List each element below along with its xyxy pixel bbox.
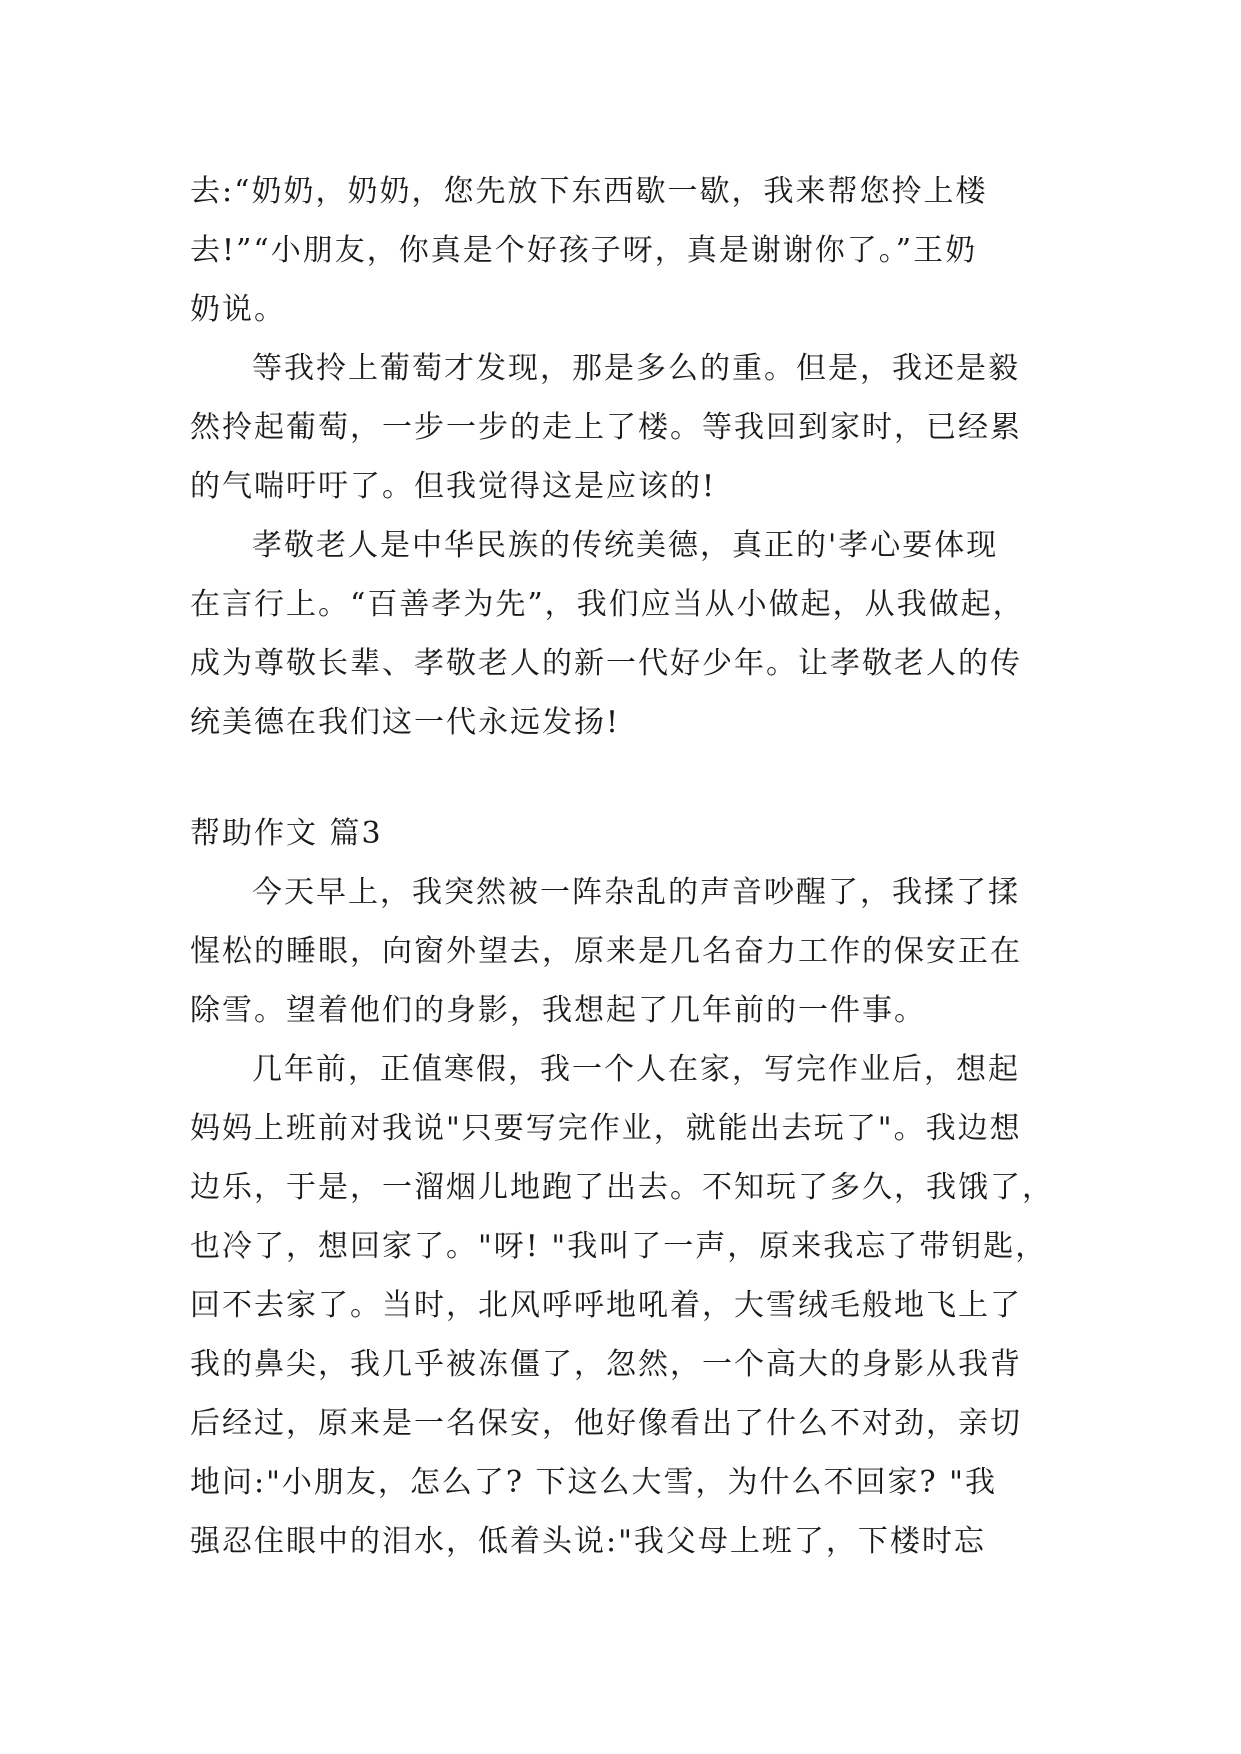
section-gap bbox=[190, 752, 1070, 804]
text-line: 在言行上。“百善孝为先”，我们应当从小做起，从我做起， bbox=[190, 587, 1025, 622]
text-line: 成为尊敬长辈、孝敬老人的新一代好少年。让孝敬老人的传 bbox=[190, 646, 1022, 681]
text-line: 几年前，正值寒假，我一个人在家，写完作业后，想起 bbox=[252, 1052, 1020, 1087]
text-line: 地问:"小朋友，怎么了? 下这么大雪，为什么不回家? "我 bbox=[190, 1465, 997, 1500]
paragraph-3 bbox=[190, 516, 1070, 752]
paragraph-2 bbox=[190, 339, 1070, 516]
text-line: 后经过，原来是一名保安，他好像看出了什么不对劲，亲切 bbox=[190, 1406, 1022, 1441]
text-line: 去:“奶奶，奶奶，您先放下东西歇一歇，我来帮您拎上楼 bbox=[190, 174, 988, 209]
paragraph-1 bbox=[190, 162, 1070, 339]
text-line: 的气喘吁吁了。但我觉得这是应该的! bbox=[190, 469, 717, 504]
text-line: 我的鼻尖，我几乎被冻僵了，忽然，一个高大的身影从我背 bbox=[190, 1347, 1022, 1382]
text-line: 等我拎上葡萄才发现，那是多么的重。但是，我还是毅 bbox=[252, 351, 1020, 386]
text-line: 边乐，于是，一溜烟儿地跑了出去。不知玩了多久，我饿了， bbox=[190, 1170, 1054, 1205]
paragraph-5 bbox=[190, 1040, 1070, 1571]
text-line: 也冷了，想回家了。"呀! "我叫了一声，原来我忘了带钥匙， bbox=[190, 1229, 1048, 1264]
text-line: 回不去家了。当时，北风呼呼地吼着，大雪绒毛般地飞上了 bbox=[190, 1288, 1022, 1323]
text-line: 然拎起葡萄，一步一步的走上了楼。等我回到家时，已经累 bbox=[190, 410, 1022, 445]
text-line: 除雪。望着他们的身影，我想起了几年前的一件事。 bbox=[190, 993, 926, 1028]
section-heading: 帮助作文 篇3 bbox=[190, 816, 383, 851]
text-line: 孝敬老人是中华民族的传统美德，真正的'孝心要体现 bbox=[252, 528, 999, 563]
text-line: 奶说。 bbox=[190, 292, 286, 327]
text-line: 妈妈上班前对我说"只要写完作业，就能出去玩了"。我边想 bbox=[190, 1111, 1022, 1146]
text-line: 今天早上，我突然被一阵杂乱的声音吵醒了，我揉了揉 bbox=[252, 875, 1020, 910]
paragraph-4 bbox=[190, 863, 1070, 1040]
text-line: 惺松的睡眼，向窗外望去，原来是几名奋力工作的保安正在 bbox=[190, 934, 1022, 969]
text-line: 统美德在我们这一代永远发扬! bbox=[190, 705, 621, 740]
document-body bbox=[190, 162, 1070, 1571]
text-line: 去!”“小朋友，你真是个好孩子呀，真是谢谢你了。”王奶 bbox=[190, 233, 978, 268]
text-line: 强忍住眼中的泪水，低着头说:"我父母上班了，下楼时忘 bbox=[190, 1524, 986, 1559]
